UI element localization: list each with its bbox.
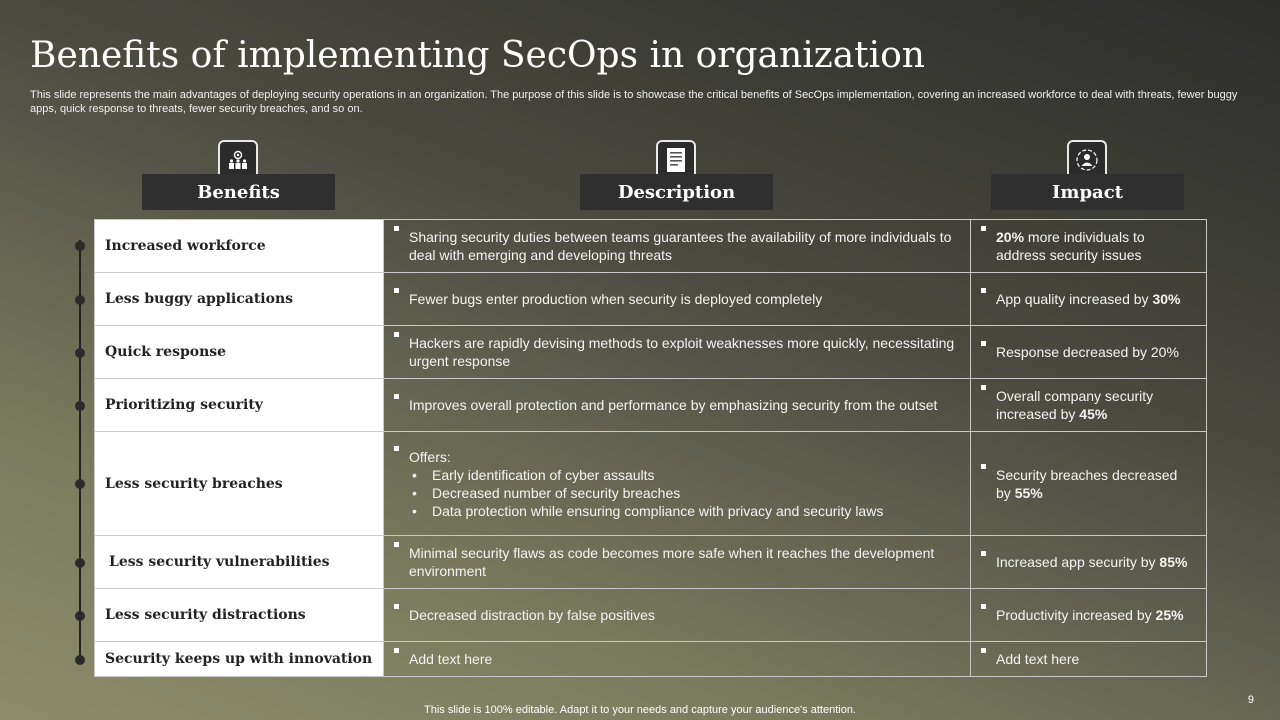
benefit-cell: Less security breaches xyxy=(95,432,384,536)
square-bullet-icon xyxy=(981,464,986,469)
impact-cell: Response decreased by 20% xyxy=(971,326,1207,379)
description-cell: Offers: • Early identification of cyber assaults • Decreased number of security breaches • Data protection while ensuring compliance with privacy and security laws xyxy=(384,432,971,536)
page-number: 9 xyxy=(1247,694,1254,706)
benefits-table xyxy=(94,219,1207,677)
description-cell: Improves overall protection and performance by emphasizing security from the outset xyxy=(384,379,971,432)
timeline-dot xyxy=(75,655,85,665)
benefit-cell: Increased workforce xyxy=(95,220,384,273)
timeline-dot xyxy=(75,241,85,251)
square-bullet-icon xyxy=(394,394,399,399)
benefit-cell: Quick response xyxy=(95,326,384,379)
square-bullet-icon xyxy=(394,648,399,653)
square-bullet-icon xyxy=(394,542,399,547)
description-cell: Minimal security flaws as code becomes more safe when it reaches the development environment xyxy=(384,536,971,589)
table-row xyxy=(95,589,1207,642)
square-bullet-icon xyxy=(981,341,986,346)
benefit-cell: Security keeps up with innovation xyxy=(95,642,384,677)
square-bullet-icon xyxy=(981,288,986,293)
timeline-dot xyxy=(75,401,85,411)
impact-header: Impact xyxy=(991,174,1184,210)
description-cell: Add text here xyxy=(384,642,971,677)
table-row xyxy=(95,326,1207,379)
timeline-dot xyxy=(75,348,85,358)
description-cell: Sharing security duties between teams guarantees the availability of more individuals to deal with emerging and developing threats xyxy=(384,220,971,273)
table-row xyxy=(95,642,1207,677)
square-bullet-icon xyxy=(981,226,986,231)
table-row xyxy=(95,536,1207,589)
impact-cell: Overall company security increased by 45% xyxy=(971,379,1207,432)
benefits-header: Benefits xyxy=(142,174,335,210)
table-row xyxy=(95,220,1207,273)
square-bullet-icon xyxy=(981,648,986,653)
impact-cell: 20% more individuals to address security issues xyxy=(971,220,1207,273)
timeline-dot xyxy=(75,479,85,489)
slide-footer: This slide is 100% editable. Adapt it to your needs and capture your audience's attention. xyxy=(424,704,856,716)
timeline-dot xyxy=(75,611,85,621)
round-bullet-icon: • xyxy=(412,466,417,483)
slide-title: Benefits of implementing SecOps in organization xyxy=(30,35,925,76)
square-bullet-icon xyxy=(394,226,399,231)
impact-cell: Increased app security by 85% xyxy=(971,536,1207,589)
table-row xyxy=(95,273,1207,326)
square-bullet-icon xyxy=(981,604,986,609)
benefit-cell: Less security vulnerabilities xyxy=(95,536,384,589)
impact-cell: Security breaches decreased by 55% xyxy=(971,432,1207,536)
round-bullet-icon: • xyxy=(412,502,417,519)
description-header: Description xyxy=(580,174,773,210)
square-bullet-icon xyxy=(981,385,986,390)
square-bullet-icon xyxy=(981,551,986,556)
benefit-cell: Less security distractions xyxy=(95,589,384,642)
square-bullet-icon xyxy=(394,604,399,609)
square-bullet-icon xyxy=(394,446,399,451)
description-cell: Hackers are rapidly devising methods to exploit weaknesses more quickly, necessitating urgent response xyxy=(384,326,971,379)
benefit-cell: Prioritizing security xyxy=(95,379,384,432)
table-row xyxy=(95,432,1207,536)
table-row xyxy=(95,379,1207,432)
description-cell: Fewer bugs enter production when security is deployed completely xyxy=(384,273,971,326)
impact-cell: Productivity increased by 25% xyxy=(971,589,1207,642)
square-bullet-icon xyxy=(394,332,399,337)
timeline-dot xyxy=(75,558,85,568)
impact-cell: App quality increased by 30% xyxy=(971,273,1207,326)
timeline-dot xyxy=(75,295,85,305)
slide-subtitle: This slide represents the main advantages of deploying security operations in an organization. The purpose of this slide is to showcase the critical benefits of SecOps implementation, covering an increased workforce to deal with threats, fewer buggy apps, quick response to threats, fewer security breaches, and so on. xyxy=(30,89,1238,115)
square-bullet-icon xyxy=(394,288,399,293)
benefit-cell: Less buggy applications xyxy=(95,273,384,326)
description-cell: Decreased distraction by false positives xyxy=(384,589,971,642)
round-bullet-icon: • xyxy=(412,484,417,501)
impact-cell: Add text here xyxy=(971,642,1207,677)
